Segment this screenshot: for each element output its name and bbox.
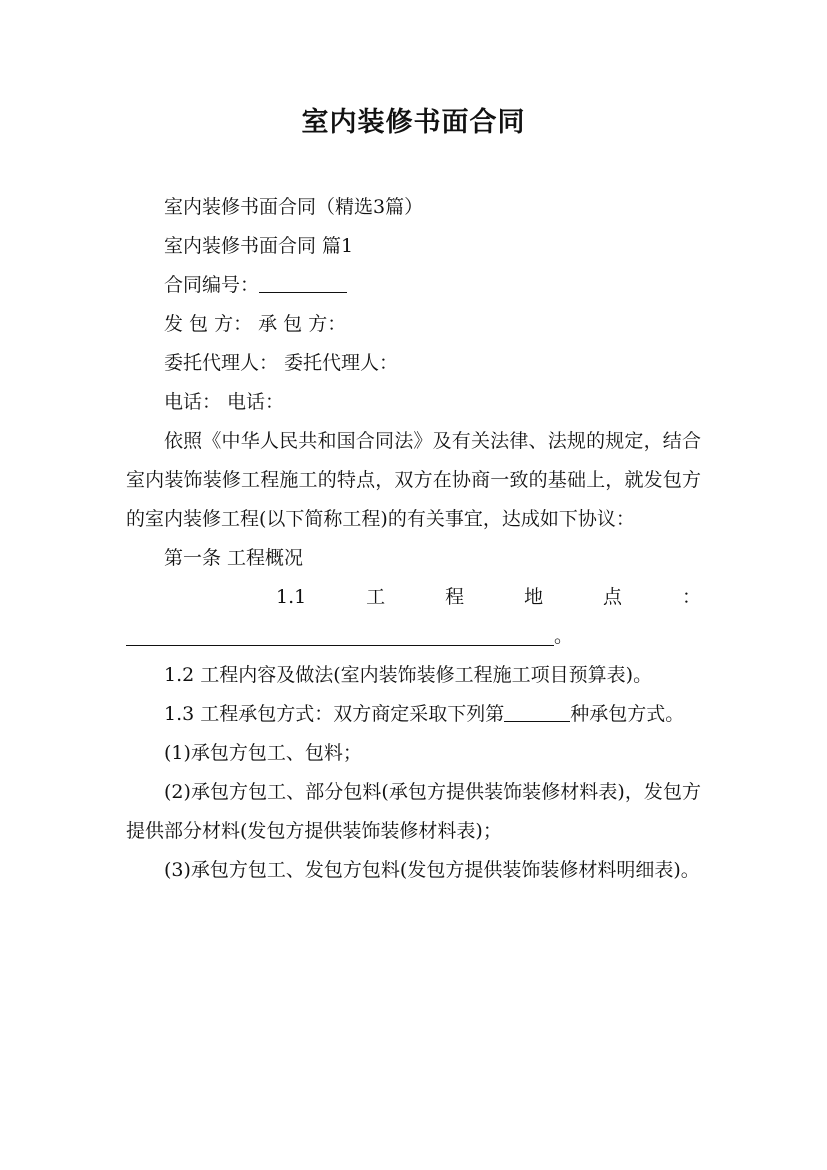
- location-part: 1.1: [276, 586, 307, 608]
- contract-method-text: 1.3 工程承包方式：双方商定采取下列第: [164, 703, 505, 725]
- location-part: 点: [603, 586, 623, 608]
- document-body: [126, 188, 701, 890]
- contract-number-label: 合同编号：: [164, 274, 260, 296]
- paragraph-contract-method: [126, 695, 701, 734]
- paragraph-agents: 委托代理人： 委托代理人：: [164, 352, 399, 374]
- contract-number-blank: [259, 268, 347, 293]
- paragraph-project-location: [126, 578, 701, 617]
- paragraph-article-1: 第一条 工程概况: [164, 547, 304, 569]
- paragraph-option-2: (2)承包方包工、部分包料(承包方提供装饰装修材料表)，发包方提供部分材料(发包方提供装饰装修材料表)；: [126, 781, 701, 842]
- location-end-mark: 。: [554, 625, 574, 647]
- contract-method-text-end: 种承包方式。: [570, 703, 685, 725]
- paragraph-parties: 发 包 方： 承 包 方：: [164, 313, 347, 335]
- paragraph-option-3: (3)承包方包工、发包方包料(发包方提供装饰装修材料明细表)。: [164, 859, 700, 881]
- location-part: 地: [524, 586, 544, 608]
- project-location-blank-line: [126, 617, 701, 656]
- paragraph-phones: 电话： 电话：: [164, 391, 285, 413]
- paragraph-subtitle: 室内装修书面合同（精选3篇）: [164, 196, 424, 218]
- paragraph-option-1: (1)承包方包工、包料；: [164, 742, 362, 764]
- contract-method-blank: [504, 697, 570, 722]
- paragraph-preamble: 依照《中华人民共和国合同法》及有关法律、法规的规定，结合室内装饰装修工程施工的特点，双方在协商一致的基础上，就发包方的室内装修工程(以下简称工程)的有关事宜，达成如下协议：: [126, 430, 701, 530]
- location-part: ：: [681, 586, 701, 608]
- document-title: 室内装修书面合同: [301, 107, 526, 138]
- paragraph-contract-number: [126, 266, 701, 305]
- location-part: 程: [445, 586, 465, 608]
- paragraph-section-heading: 室内装修书面合同 篇1: [164, 235, 354, 257]
- paragraph-project-content: 1.2 工程内容及做法(室内装饰装修工程施工项目预算表)。: [164, 664, 653, 686]
- location-blank: [126, 645, 554, 646]
- location-part: 工: [366, 586, 386, 608]
